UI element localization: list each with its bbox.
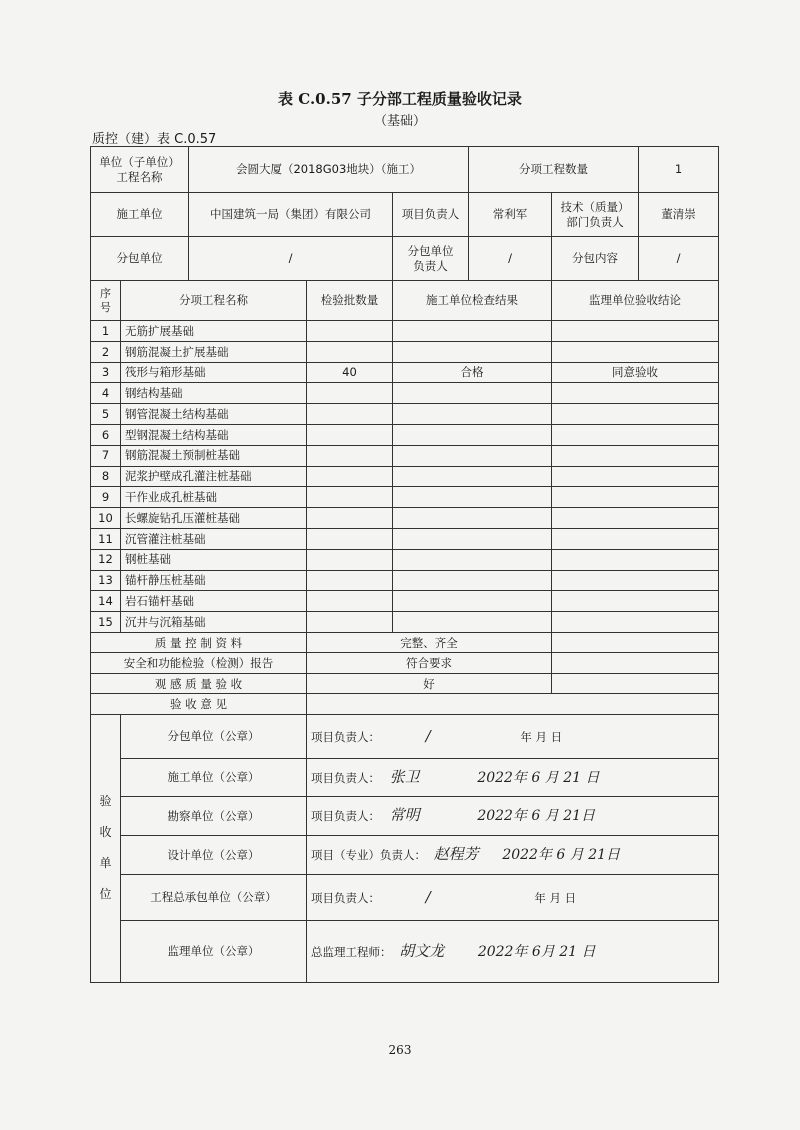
row-check [393,570,552,591]
page-number: 263 [388,1043,412,1057]
row-no: 10 [91,508,121,529]
unit-name-value: 会圆大厦（2018G03地块）（施工） [189,147,469,193]
row-no: 9 [91,487,121,508]
unit-name-label: 单位（子单位） 工程名称 [91,147,189,193]
table-row [91,466,719,487]
table-row [91,321,719,342]
acceptance-sign-cell: 总监理工程师： 胡文龙 2022年 6月 21 日 [307,920,719,982]
row-conclusion [552,591,719,612]
table-row [91,549,719,570]
signature: / [425,727,431,746]
row-no: 5 [91,404,121,425]
sub-pm-label: 分包单位 负责人 [393,237,469,281]
acceptance-unit: 勘察单位（公章） [121,796,307,835]
row-batches [307,383,393,404]
sub-count-label: 分项工程数量 [469,147,639,193]
form-subtitle: （基础） [373,114,426,129]
summary-value: 符合要求 [307,653,552,674]
col-header-check: 施工单位检查结果 [393,281,552,321]
row-name: 泥浆护壁成孔灌注桩基础 [121,466,307,487]
table-row [91,383,719,404]
row-batches [307,424,393,445]
pm-label: 项目负责人 [393,193,469,237]
acceptance-unit: 施工单位（公章） [121,758,307,796]
row-name: 钢结构基础 [121,383,307,404]
summary-label: 观 感 质 量 验 收 [91,673,307,694]
row-name: 筏形与箱形基础 [121,362,307,383]
table-row [91,591,719,612]
row-no: 6 [91,424,121,445]
sub-count-value: 1 [639,147,719,193]
row-no: 15 [91,612,121,633]
row-no: 4 [91,383,121,404]
row-conclusion [552,570,719,591]
row-conclusion [552,404,719,425]
row-conclusion [552,341,719,362]
acceptance-sign-cell: 项目负责人： 常明 2022年 6 月 21日 [307,796,719,835]
row-conclusion [552,445,719,466]
row-no: 11 [91,528,121,549]
row-batches [307,508,393,529]
row-name: 长螺旋钻孔压灌桩基础 [121,508,307,529]
row-name: 沉管灌注桩基础 [121,528,307,549]
row-check [393,508,552,529]
row-no: 12 [91,549,121,570]
summary-value: 完整、齐全 [307,632,552,653]
subcontractor-value: / [189,237,393,281]
col-header-conclusion: 监理单位验收结论 [552,281,719,321]
signature: 张卫 [389,767,420,786]
row-check [393,321,552,342]
row-conclusion [552,508,719,529]
signature: 常明 [389,806,420,825]
table-row [91,612,719,633]
row-no: 2 [91,341,121,362]
row-name: 钢筋混凝土预制桩基础 [121,445,307,466]
acceptance-sign-cell: 项目（专业）负责人： 赵程芳 2022年 6 月 21日 [307,835,719,874]
col-header-batches: 检验批数量 [307,281,393,321]
table-row [91,424,719,445]
row-check [393,549,552,570]
row-batches: 40 [307,362,393,383]
sign-date: 2022年 6 月 21日 [502,847,621,864]
form-code: 质控（建）表 C.0.57 [92,132,217,147]
row-check [393,341,552,362]
row-batches [307,466,393,487]
acceptance-unit: 分包单位（公章） [121,714,307,758]
table-row [91,362,719,383]
row-conclusion [552,549,719,570]
signature: 胡文龙 [399,941,445,960]
sub-pm-value: / [469,237,552,281]
row-conclusion [552,487,719,508]
row-conclusion [552,466,719,487]
row-name: 钢桩基础 [121,549,307,570]
row-batches [307,321,393,342]
row-check [393,528,552,549]
row-check [393,424,552,445]
row-name: 型钢混凝土结构基础 [121,424,307,445]
constructor-label: 施工单位 [91,193,189,237]
row-name: 沉井与沉箱基础 [121,612,307,633]
sub-content-label: 分包内容 [552,237,639,281]
sign-date: 2022年 6 月 21 日 [477,769,600,786]
row-no: 14 [91,591,121,612]
table-row [91,570,719,591]
form-title: 表 C.0.57 子分部工程质量验收记录 [278,90,522,108]
row-batches [307,404,393,425]
acceptance-sign-cell: 项目负责人： 张卫 2022年 6 月 21 日 [307,758,719,796]
row-batches [307,591,393,612]
acceptance-unit: 工程总承包单位（公章） [121,874,307,920]
pm-value: 常利军 [469,193,552,237]
acceptance-record-table [90,146,719,983]
acceptance-sign-cell: 项目负责人： / 年 月 日 [307,874,719,920]
table-row [91,341,719,362]
tech-value: 董清崇 [639,193,719,237]
row-conclusion: 同意验收 [552,362,719,383]
summary-label: 安全和功能检验（检测）报告 [91,653,307,674]
summary-value: 好 [307,673,552,694]
row-check [393,612,552,633]
col-header-name: 分项工程名称 [121,281,307,321]
row-conclusion [552,424,719,445]
row-no: 13 [91,570,121,591]
acceptance-unit: 设计单位（公章） [121,835,307,874]
row-check [393,591,552,612]
row-batches [307,612,393,633]
tech-label: 技术（质量） 部门负责人 [552,193,639,237]
sub-content-value: / [639,237,719,281]
summary-label: 验 收 意 见 [91,694,307,715]
row-batches [307,549,393,570]
row-conclusion [552,528,719,549]
table-row [91,528,719,549]
table-row [91,487,719,508]
constructor-value: 中国建筑一局（集团）有限公司 [189,193,393,237]
row-no: 8 [91,466,121,487]
acceptance-sign-cell: 项目负责人： / 年 月 日 [307,714,719,758]
summary-label: 质 量 控 制 资 料 [91,632,307,653]
sign-date: 2022年 6 月 21日 [477,808,596,825]
row-check [393,445,552,466]
row-no: 7 [91,445,121,466]
sign-date: 年 月 日 [534,891,577,906]
row-name: 无筋扩展基础 [121,321,307,342]
row-no: 1 [91,321,121,342]
row-batches [307,341,393,362]
subcontractor-label: 分包单位 [91,237,189,281]
table-row [91,508,719,529]
row-no: 3 [91,362,121,383]
sign-date: 年 月 日 [520,730,563,745]
row-name: 锚杆静压桩基础 [121,570,307,591]
row-name: 干作业成孔桩基础 [121,487,307,508]
row-check [393,466,552,487]
sign-date: 2022年 6月 21 日 [477,943,596,960]
row-check [393,487,552,508]
row-conclusion [552,612,719,633]
summary-value [307,694,719,715]
row-conclusion [552,383,719,404]
row-check: 合格 [393,362,552,383]
row-batches [307,528,393,549]
row-check [393,383,552,404]
row-batches [307,445,393,466]
acceptance-unit: 监理单位（公章） [121,920,307,982]
table-row [91,404,719,425]
row-name: 钢筋混凝土扩展基础 [121,341,307,362]
table-row [91,445,719,466]
col-header-no: 序 号 [91,281,121,321]
signature: / [425,888,431,907]
signature: 赵程芳 [433,845,479,864]
row-check [393,404,552,425]
row-name: 钢管混凝土结构基础 [121,404,307,425]
acceptance-side-label: 验 收 单 位 [91,714,121,982]
row-conclusion [552,321,719,342]
row-name: 岩石锚杆基础 [121,591,307,612]
row-batches [307,570,393,591]
row-batches [307,487,393,508]
